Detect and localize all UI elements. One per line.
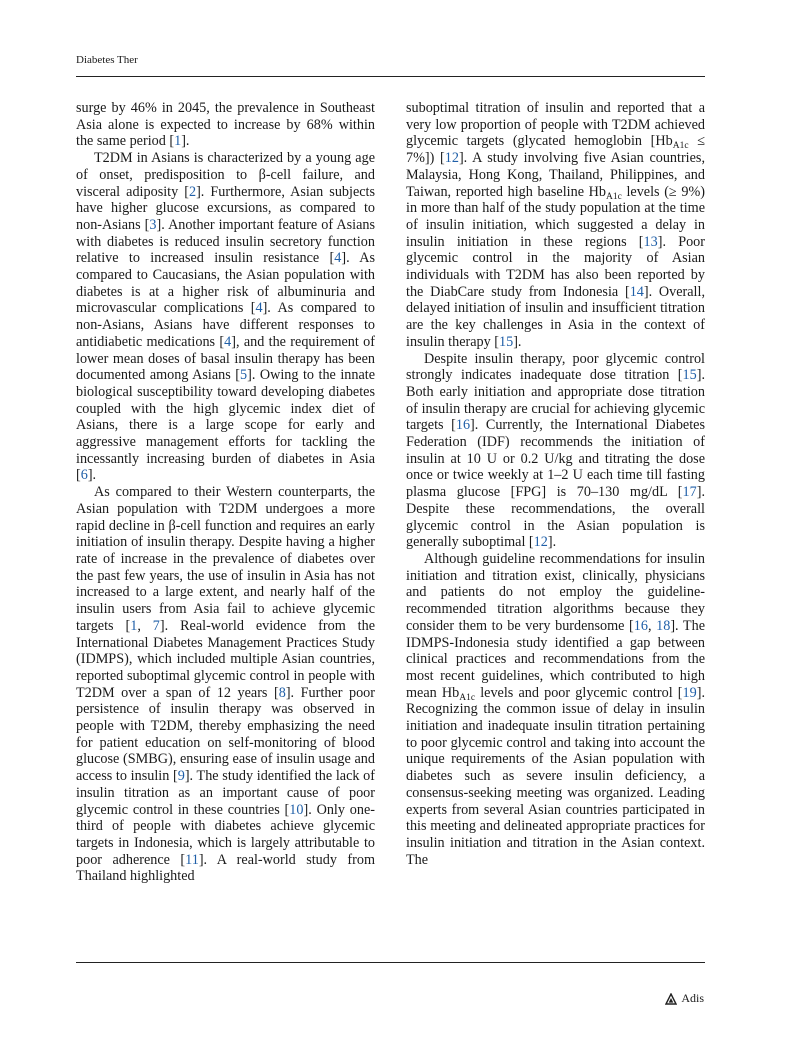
citation-link[interactable]: 4: [224, 333, 232, 350]
paragraph: [406, 551, 705, 868]
text-run: ]. As compared to non-Asians, Asians have different responses to antidiabetic medications [: [76, 300, 375, 350]
citation-link[interactable]: 11: [185, 851, 199, 868]
text-run: Although guideline recommendations for insulin initiation and titration exist, clinically, physicians and patients do not employ the guideline-recommended titration algorithms because they consider them to be very burdensome [: [406, 550, 705, 634]
text-run: T2DM in Asians is characterized by a young age of onset, predisposition to β-cell failure, and visceral adiposity [: [76, 150, 375, 200]
text-run: ], and the requirement of lower mean doses of basal insulin therapy has been documented among Asians [: [76, 333, 375, 384]
citation-link[interactable]: 2: [188, 183, 197, 200]
text-run: ].: [513, 333, 522, 350]
adis-triangle-icon: [665, 993, 677, 1005]
citation-link[interactable]: 7: [152, 617, 160, 634]
citation-link[interactable]: 14: [629, 283, 644, 300]
citation-link[interactable]: 16: [633, 617, 648, 634]
text-run: ,: [137, 617, 153, 634]
citation-link[interactable]: 16: [455, 417, 471, 434]
citation-link[interactable]: 5: [240, 367, 248, 384]
text-run: ]. A study involving five Asian countries, Malaysia, Hong Kong, Thailand, Philippines, and Taiwan, reported high baseline Hb: [406, 150, 705, 200]
text-run: ,: [647, 617, 657, 634]
text-run: ]. Despite these recommendations, the overall glycemic control in the Asian population is generally suboptimal [: [406, 484, 705, 551]
text-run: ]. Another important feature of Asians with diabetes is reduced insulin secretory function relative to increased insulin resistance [: [76, 216, 375, 267]
citation-link[interactable]: 12: [533, 534, 548, 551]
journal-running-head: Diabetes Ther: [76, 54, 138, 66]
text-run: As compared to their Western counterparts, the Asian population with T2DM undergoes a more rapid decline in β-cell function and requires an early initiation of insulin therapy. Despite having a higher rate of increase in the prevalence of diabetes over the past few years, the use of insulin in Asia has not increased to a large extent, and nearly half of the insulin users from Asia fail to achieve glycemic targets [: [76, 484, 375, 634]
text-run: levels and poor glycemic control [: [475, 684, 683, 701]
paragraph: [76, 150, 375, 484]
citation-link[interactable]: 15: [682, 367, 697, 384]
citation-link[interactable]: 12: [444, 150, 459, 167]
text-run: ]. The study identified the lack of insulin titration as an important cause of poor glycemic control in these countries [: [76, 768, 376, 818]
subscript: A1c: [672, 141, 689, 152]
citation-link[interactable]: 9: [177, 768, 185, 785]
text-run: ].: [547, 534, 557, 551]
citation-link[interactable]: 13: [643, 233, 658, 250]
text-run: ]. Poor glycemic control in the majority of Asian individuals with T2DM has also been reported by the DiabCare study from Indonesia [: [406, 233, 705, 300]
citation-link[interactable]: 1: [130, 617, 138, 634]
citation-link[interactable]: 19: [682, 684, 697, 701]
paragraph: [406, 100, 705, 351]
text-run: ≤ 7%]) [: [406, 133, 705, 167]
text-run: ]. Real-world evidence from the International Diabetes Management Practices Study (IDMPS), which included multiple Asian countries, reported suboptimal glycemic control in people with T2DM over a span of 12 years [: [76, 617, 376, 701]
paragraph: [406, 351, 705, 551]
text-run: ]. Both early initiation and appropriate dose titration of insulin therapy are crucial for achieving glycemic targets [: [406, 367, 705, 434]
text-run: ]. Only one-third of people with diabetes achieve glycemic targets in Indonesia, which is largely attributable to poor adherence [: [76, 801, 375, 868]
text-column-left: [76, 100, 375, 885]
text-run: Despite insulin therapy, poor glycemic control strongly indicates inadequate dose titration [: [406, 350, 705, 384]
text-run: ].: [181, 133, 190, 150]
text-run: ]. Recognizing the common issue of delay in insulin initiation and inadequate insulin titration pertaining to poor glycemic control and taking into account the unique requirements of the Asian population with diabetes such as severe insulin deficiency, a consensus-seeking meeting was organized. Leading experts from several Asian countries participated in this meeting and delineated appropriate practices for insulin initiation and titration in the Asian context. The: [406, 684, 705, 868]
paragraph: [76, 484, 375, 885]
citation-link[interactable]: 6: [80, 467, 88, 484]
text-run: ]. Owing to the innate biological susceptibility toward developing diabetes coupled with the high glycemic index diet of Asians, there is a large scope for early and aggressive management efforts for tackling the incessantly increasing burden of diabetes in Asia [: [76, 367, 375, 484]
text-run: ]. Furthermore, Asian subjects have higher glucose excursions, as compared to non-Asians [: [76, 183, 376, 233]
text-run: ]. The IDMPS-Indonesia study identified a gap between clinical practices and recommendations from the most recent guidelines, which contributed to high mean Hb: [406, 617, 705, 701]
header-rule: [76, 76, 705, 77]
text-run: ]. Currently, the International Diabetes Federation (IDF) recommends the initiation of insulin at 10 U or 0.2 U/kg and titrating the dose once or twice weekly at 1–2 U each time till fasting plasma glucose [FPG] is 70–130 mg/dL [: [406, 417, 705, 501]
subscript: A1c: [605, 191, 622, 202]
text-run: suboptimal titration of insulin and reported that a very low proportion of people with T2DM achieved glycemic targets (glycated hemoglobin [Hb: [406, 100, 705, 150]
publisher-logo: [665, 991, 704, 1006]
text-run: ]. Overall, delayed initiation of insulin and insufficient titration are the key challenges in Asia in the context of insulin therapy [: [406, 283, 705, 350]
publisher-name: Adis: [681, 991, 704, 1005]
text-run: surge by 46% in 2045, the prevalence in Southeast Asia alone is expected to increase by 68% within the same period [: [76, 100, 375, 150]
text-run: ]. A real-world study from Thailand highlighted: [76, 851, 375, 885]
citation-link[interactable]: 4: [334, 250, 342, 267]
paragraph: [76, 100, 375, 150]
subscript: A1c: [459, 692, 476, 703]
footer-rule: [76, 962, 705, 963]
citation-link[interactable]: 8: [278, 684, 286, 701]
text-column-right: [406, 100, 705, 868]
citation-link[interactable]: 18: [656, 617, 671, 634]
text-run: ]. Further poor persistence of insulin therapy was observed in people with T2DM, thereby emphasizing the need for patient education on self-monitoring of blood glucose (SMBG), ensuring ease of insulin usage and access to insulin [: [76, 684, 375, 785]
citation-link[interactable]: 4: [255, 300, 263, 317]
citation-link[interactable]: 17: [682, 484, 697, 501]
citation-link[interactable]: 1: [174, 133, 182, 150]
text-run: levels (≥ 9%) in more than half of the study population at the time of insulin initiation, which suggested a delay in insulin initiation in these regions [: [406, 183, 705, 250]
citation-link[interactable]: 10: [289, 801, 304, 818]
text-run: ].: [87, 467, 97, 484]
citation-link[interactable]: 15: [499, 333, 514, 350]
text-run: ]. As compared to Caucasians, the Asian population with diabetes is at a higher risk of albuminuria and microvascular complications [: [76, 250, 375, 317]
citation-link[interactable]: 3: [149, 216, 157, 233]
